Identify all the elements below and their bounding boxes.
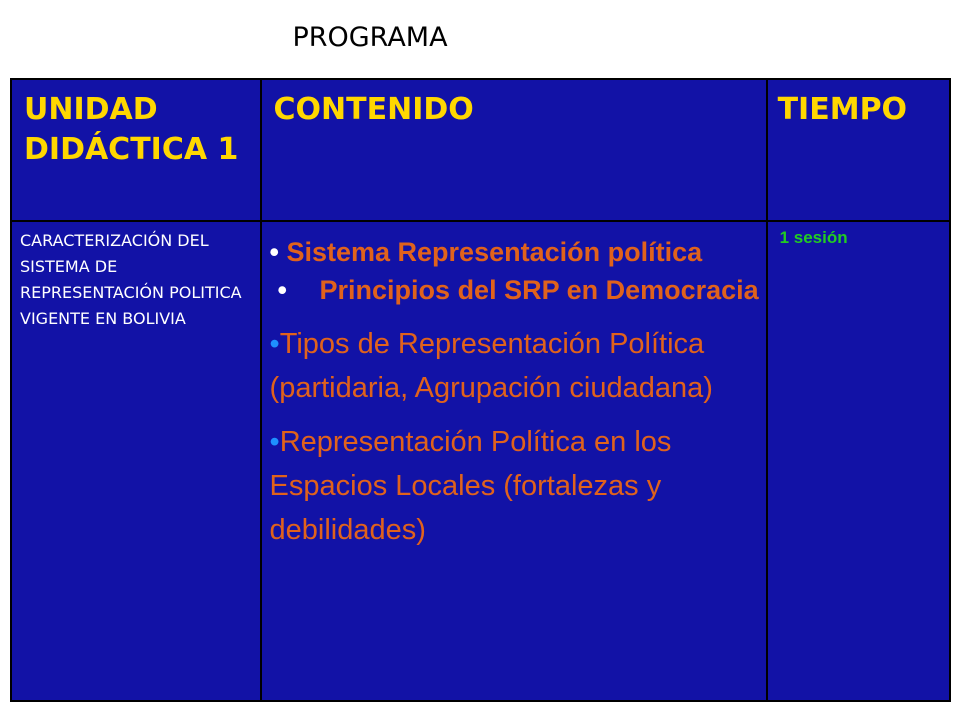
- table-row: [11, 221, 950, 701]
- content-item-2-text: Principios del SRP en Democracia: [319, 275, 759, 305]
- content-item-1: [270, 234, 760, 270]
- bullet-icon: •: [269, 426, 280, 458]
- header-tiempo: TIEMPO: [767, 79, 950, 221]
- content-item-2: [270, 270, 760, 310]
- unit-description: CARACTERIZACIÓN DEL SISTEMA DE REPRESENTACIÓN POLITICA VIGENTE EN BOLIVIA: [11, 221, 261, 701]
- content-item-4: [270, 420, 760, 552]
- header-unidad: UNIDAD DIDÁCTICA 1: [11, 79, 261, 221]
- content-item-3: [270, 322, 760, 410]
- bullet-icon: •: [277, 275, 287, 305]
- bullet-icon: •: [269, 237, 279, 267]
- content-item-3-text: Tipos de Representación Política (partidaria, Agrupación ciudadana): [269, 328, 713, 404]
- content-item-4-text: Representación Política en los Espacios Locales (fortalezas y debilidades): [269, 426, 672, 546]
- program-table: [10, 78, 951, 702]
- table-header-row: [11, 79, 950, 221]
- header-contenido: CONTENIDO: [261, 79, 767, 221]
- page-title: PROGRAMA: [292, 22, 448, 53]
- content-item-1-text: Sistema Representación política: [278, 237, 703, 267]
- bullet-icon: •: [269, 328, 280, 360]
- content-cell: [261, 221, 767, 701]
- time-value: 1 sesión: [767, 221, 950, 701]
